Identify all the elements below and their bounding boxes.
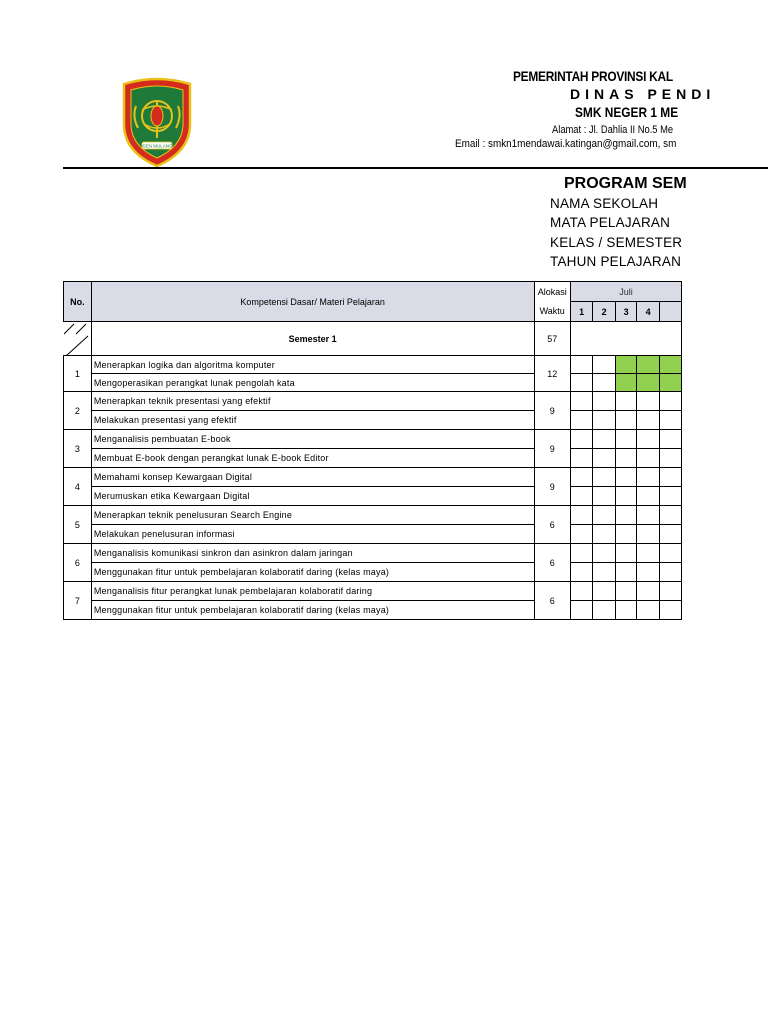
table-row (64, 544, 682, 563)
schedule-cell (615, 487, 637, 506)
schedule-cell (570, 525, 592, 544)
schedule-cell (637, 430, 659, 449)
diagonal-slash-icon (64, 322, 92, 356)
schedule-cell (659, 468, 681, 487)
week-3: 3 (615, 302, 637, 322)
schedule-cell (593, 430, 615, 449)
program-table (63, 281, 682, 620)
schedule-cell (615, 601, 637, 620)
table-row (64, 411, 682, 430)
table-row (64, 374, 682, 392)
row-number: 3 (64, 430, 92, 468)
schedule-cell (570, 563, 592, 582)
schedule-cell-filled (615, 356, 637, 374)
allocation-value: 6 (534, 544, 570, 582)
table-row (64, 449, 682, 468)
schedule-cell (570, 411, 592, 430)
table-row (64, 468, 682, 487)
schedule-cell (570, 430, 592, 449)
competency-text: Mengoperasikan perangkat lunak pengolah kata (91, 374, 534, 392)
competency-text: Menerapkan teknik penelusuran Search Engine (91, 506, 534, 525)
info-class-semester: KELAS / SEMESTER (550, 235, 683, 250)
competency-text: Merumuskan etika Kewargaan Digital (91, 487, 534, 506)
schedule-cell (593, 411, 615, 430)
schedule-cell (570, 356, 592, 374)
competency-text: Menggunakan fitur untuk pembelajaran kolaboratif daring (kelas maya) (91, 563, 534, 582)
competency-text: Membuat E-book dengan perangkat lunak E-book Editor (91, 449, 534, 468)
schedule-cell (570, 374, 592, 392)
header-address: Alamat : Jl. Dahlia II No.5 Me (552, 124, 674, 136)
competency-text: Menerapkan teknik presentasi yang efektif (91, 392, 534, 411)
schedule-cell (615, 392, 637, 411)
info-academic-year: TAHUN PELAJARAN (550, 254, 682, 269)
allocation-value: 9 (534, 468, 570, 506)
schedule-cell (570, 506, 592, 525)
schedule-cell (637, 468, 659, 487)
schedule-cell (637, 487, 659, 506)
competency-text: Melakukan penelusuran informasi (91, 525, 534, 544)
row-number: 5 (64, 506, 92, 544)
header-no: No. (64, 282, 92, 322)
schedule-cell (593, 525, 615, 544)
schedule-cell-filled (659, 356, 681, 374)
allocation-value: 9 (534, 430, 570, 468)
competency-text: Menerapkan logika dan algoritma komputer (91, 356, 534, 374)
header-competency: Kompetensi Dasar/ Materi Pelajaran (91, 282, 534, 322)
competency-text: Melakukan presentasi yang efektif (91, 411, 534, 430)
semester-no-cell (64, 322, 92, 356)
schedule-cell (615, 468, 637, 487)
schedule-cell (570, 487, 592, 506)
table-row (64, 506, 682, 525)
schedule-cell (615, 544, 637, 563)
info-subject: MATA PELAJARAN (550, 215, 671, 230)
schedule-cell-filled (637, 374, 659, 392)
schedule-cell (659, 544, 681, 563)
schedule-cell (637, 449, 659, 468)
schedule-cell (593, 563, 615, 582)
schedule-cell (659, 601, 681, 620)
schedule-cell (659, 392, 681, 411)
week-2: 2 (593, 302, 615, 322)
row-number: 1 (64, 356, 92, 392)
table-row (64, 582, 682, 601)
row-number: 2 (64, 392, 92, 430)
schedule-cell (570, 449, 592, 468)
schedule-cell (615, 449, 637, 468)
allocation-value: 9 (534, 392, 570, 430)
emblem-motto: ISEN MULANG (141, 143, 173, 149)
schedule-cell (659, 487, 681, 506)
header-department: DINAS PENDI (570, 86, 716, 102)
header-school: SMK NEGER 1 ME (575, 104, 679, 120)
schedule-cell (659, 525, 681, 544)
competency-text: Menggunakan fitur untuk pembelajaran kolaboratif daring (kelas maya) (91, 601, 534, 620)
week-5 (659, 302, 681, 322)
schedule-cell (570, 468, 592, 487)
schedule-cell (593, 582, 615, 601)
row-number: 4 (64, 468, 92, 506)
table-row (64, 563, 682, 582)
schedule-cell (637, 582, 659, 601)
competency-text: Menganalisis komunikasi sinkron dan asinkron dalam jaringan (91, 544, 534, 563)
table-row (64, 430, 682, 449)
schedule-cell (593, 506, 615, 525)
schedule-cell (659, 582, 681, 601)
schedule-cell (570, 544, 592, 563)
semester-empty (570, 322, 681, 356)
semester-label: Semester 1 (91, 322, 534, 356)
week-1: 1 (570, 302, 592, 322)
schedule-cell-filled (637, 356, 659, 374)
allocation-value: 6 (534, 506, 570, 544)
schedule-cell (615, 411, 637, 430)
week-4: 4 (637, 302, 659, 322)
table-row (64, 392, 682, 411)
schedule-cell (637, 544, 659, 563)
schedule-cell (659, 430, 681, 449)
header-month: Juli (570, 282, 681, 302)
schedule-cell (637, 563, 659, 582)
schedule-cell (593, 544, 615, 563)
schedule-cell (570, 601, 592, 620)
schedule-cell (615, 506, 637, 525)
schedule-cell (659, 449, 681, 468)
schedule-cell-filled (615, 374, 637, 392)
table-row (64, 601, 682, 620)
schedule-cell (570, 392, 592, 411)
schedule-cell (659, 563, 681, 582)
allocation-value: 12 (534, 356, 570, 392)
schedule-cell (659, 506, 681, 525)
allocation-value: 6 (534, 582, 570, 620)
competency-text: Memahami konsep Kewargaan Digital (91, 468, 534, 487)
table-row (64, 525, 682, 544)
schedule-cell (593, 392, 615, 411)
schedule-cell (593, 468, 615, 487)
competency-text: Menganalisis pembuatan E-book (91, 430, 534, 449)
page-title: PROGRAM SEM (564, 175, 687, 192)
schedule-cell (637, 392, 659, 411)
header-allocation-2: Waktu (534, 302, 570, 322)
header-allocation-1: Alokasi (534, 282, 570, 302)
schedule-cell (593, 356, 615, 374)
schedule-cell (593, 601, 615, 620)
header-government: PEMERINTAH PROVINSI KAL (513, 68, 673, 84)
competency-text: Menganalisis fitur perangkat lunak pembelajaran kolaboratif daring (91, 582, 534, 601)
schedule-cell (659, 411, 681, 430)
table-row (64, 487, 682, 506)
semester-total: 57 (534, 322, 570, 356)
schedule-cell (593, 374, 615, 392)
schedule-cell (593, 487, 615, 506)
schedule-cell-filled (659, 374, 681, 392)
header-email: Email : smkn1mendawai.katingan@gmail.com, sm (455, 138, 677, 150)
schedule-cell (637, 506, 659, 525)
schedule-cell (615, 582, 637, 601)
table-row (64, 356, 682, 374)
info-school-name: NAMA SEKOLAH (550, 196, 659, 211)
schedule-cell (615, 430, 637, 449)
schedule-cell (593, 449, 615, 468)
schedule-cell (615, 563, 637, 582)
schedule-cell (637, 525, 659, 544)
schedule-cell (615, 525, 637, 544)
schedule-cell (637, 601, 659, 620)
row-number: 6 (64, 544, 92, 582)
schedule-cell (637, 411, 659, 430)
schedule-cell (570, 582, 592, 601)
row-number: 7 (64, 582, 92, 620)
